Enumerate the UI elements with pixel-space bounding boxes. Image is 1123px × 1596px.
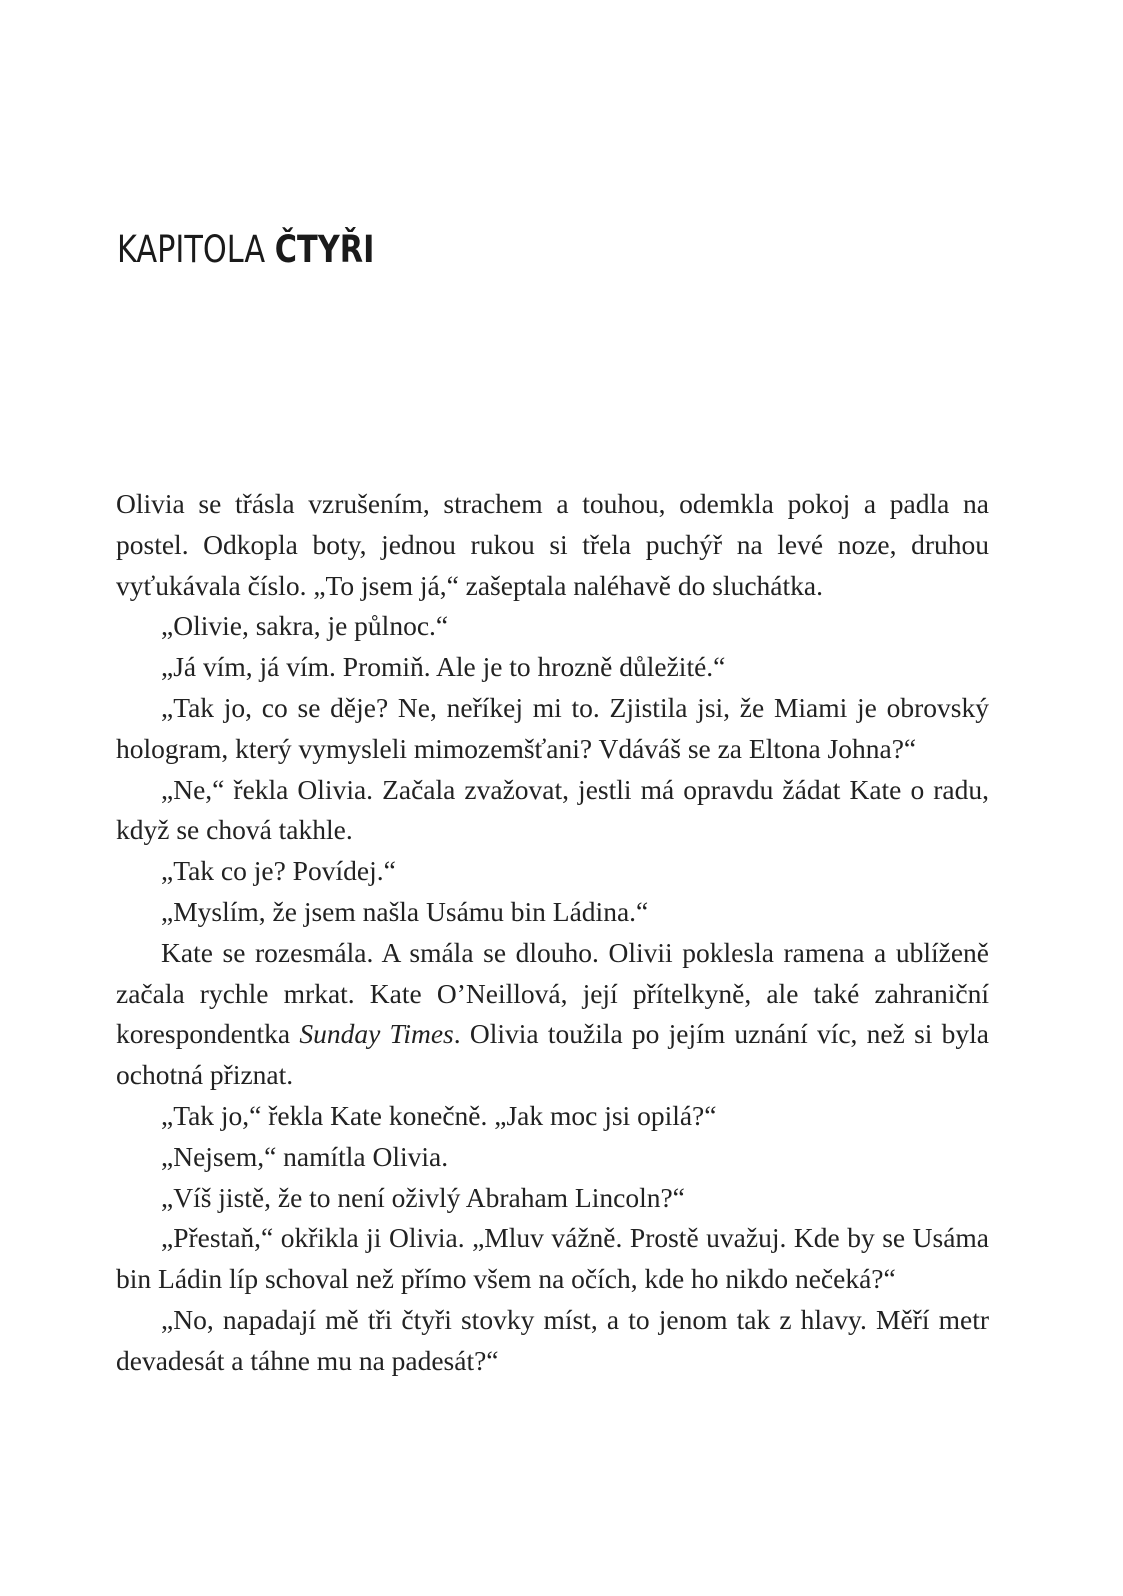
- chapter-number: ČTYŘI: [274, 228, 375, 271]
- paragraph: „Přestaň,“ okřikla ji Olivia. „Mluv vážně. Prostě uvažuj. Kde by se Usáma bin Ládin líp schoval než přímo všem na očích, kde ho nikdo nečeká?“: [116, 1222, 989, 1295]
- paragraph: „Tak co je? Povídej.“: [161, 855, 396, 887]
- chapter-label: KAPITOLA: [117, 228, 266, 271]
- newspaper-title: Sunday Times: [299, 1018, 454, 1050]
- chapter-heading: [117, 228, 374, 271]
- paragraph: „Tak jo, co se děje? Ne, neříkej mi to. Zjistila jsi, že Miami je obrovský hologram, který vymysleli mimozemšťani? Vdáváš se za Eltona Johna?“: [116, 691, 989, 764]
- chapter-body: [116, 484, 989, 1382]
- paragraph-text-after: . Olivia toužila po jejím uznání víc, než si byla ochotná přiznat.: [116, 1018, 989, 1091]
- paragraph: „Myslím, že jsem našla Usámu bin Ládina.“: [161, 895, 649, 927]
- paragraph: „Já vím, já vím. Promiň. Ale je to hrozně důležité.“: [161, 651, 726, 683]
- paragraph: „Ne,“ řekla Olivia. Začala zvažovat, jestli má opravdu žádat Kate o radu, když se chová takhle.: [116, 773, 989, 846]
- paragraph: „Nejsem,“ namítla Olivia.: [161, 1140, 449, 1172]
- paragraph: „No, napadají mě tři čtyři stovky míst, a to jenom tak z hlavy. Měří metr devadesát a táhne mu na padesát?“: [116, 1303, 989, 1376]
- paragraph: Olivia se třásla vzrušením, strachem a touhou, odemkla pokoj a padla na postel. Odkopla boty, jednou rukou si třela puchýř na levé noze, druhou vyťukávala číslo. „To jsem já,“ zašeptala naléhavě do sluchátka.: [116, 488, 989, 601]
- paragraph: „Tak jo,“ řekla Kate konečně. „Jak moc jsi opilá?“: [161, 1099, 717, 1131]
- paragraph: „Víš jistě, že to není oživlý Abraham Lincoln?“: [161, 1181, 685, 1213]
- paragraph-text-before: Kate se rozesmála. A smála se dlouho. Olivii poklesla ramena a ublíženě začala rychle mrkat. Kate O’Neillová, její přítelkyně, ale také zahraniční korespondentka: [116, 936, 989, 1050]
- paragraph: [116, 933, 989, 1096]
- paragraph: „Olivie, sakra, je půlnoc.“: [161, 610, 449, 642]
